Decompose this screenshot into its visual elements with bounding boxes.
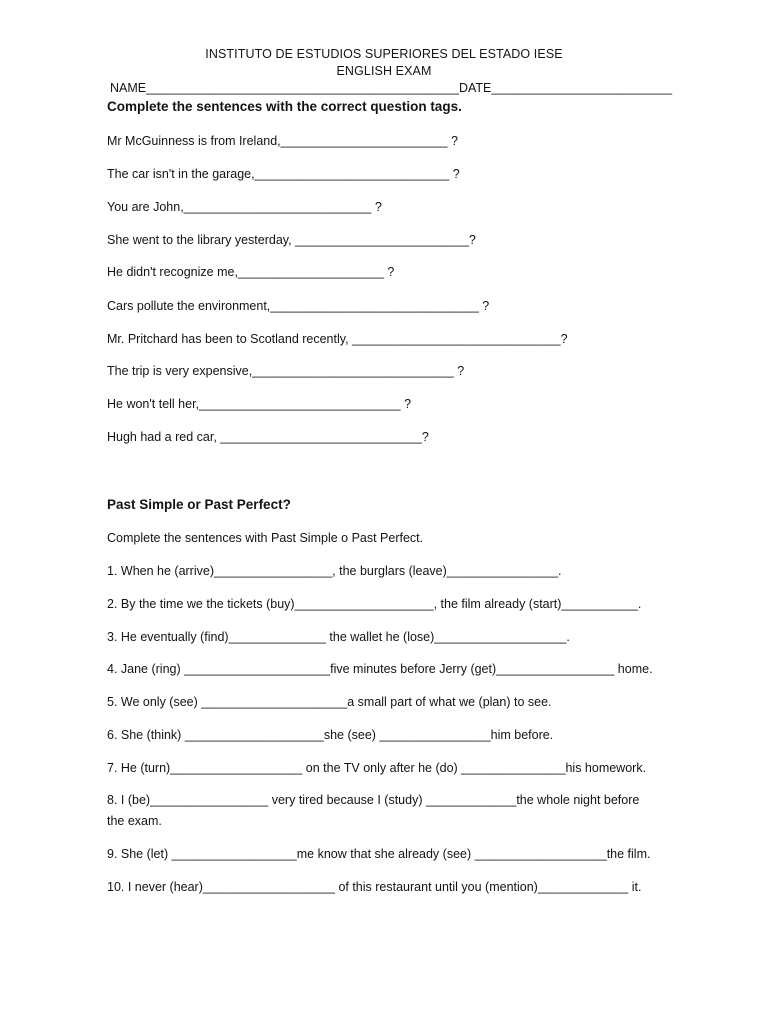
past-tense-item-8-continued: the exam. xyxy=(107,814,162,828)
past-tense-item-1: 1. When he (arrive)_________________, the burglars (leave)________________. xyxy=(107,564,562,578)
section-past-tense-title: Past Simple or Past Perfect? xyxy=(107,497,291,512)
question-tag-item-4: She went to the library yesterday, _________________________? xyxy=(107,233,476,247)
past-tense-item-5: 5. We only (see) _____________________a small part of what we (plan) to see. xyxy=(107,695,552,709)
past-tense-item-7: 7. He (turn)___________________ on the TV only after he (do) _______________his homework. xyxy=(107,761,647,775)
question-tag-item-10: Hugh had a red car, _____________________________? xyxy=(107,430,429,444)
past-tense-item-3: 3. He eventually (find)______________ the wallet he (lose)___________________. xyxy=(107,630,570,644)
question-tag-item-2: The car isn't in the garage,____________________________ ? xyxy=(107,167,460,181)
past-tense-item-8: 8. I (be)_________________ very tired because I (study) _____________the whole night before xyxy=(107,793,640,807)
past-tense-item-10: 10. I never (hear)___________________ of this restaurant until you (mention)_____________ it. xyxy=(107,880,642,894)
name-date-line: NAME_____________________________________________DATE__________________________ xyxy=(110,81,673,95)
question-tag-item-9: He won't tell her,_____________________________ ? xyxy=(107,397,412,411)
question-tag-item-7: Mr. Pritchard has been to Scotland recently, ______________________________? xyxy=(107,332,568,346)
question-tag-item-5: He didn't recognize me,_____________________ ? xyxy=(107,265,395,279)
question-tag-item-8: The trip is very expensive,_____________________________ ? xyxy=(107,364,465,378)
section-question-tags-title: Complete the sentences with the correct question tags. xyxy=(107,99,462,114)
past-tense-item-2: 2. By the time we the tickets (buy)____________________, the film already (start)___________. xyxy=(107,597,642,611)
exam-title: ENGLISH EXAM xyxy=(336,64,432,78)
section-past-tense-instruction: Complete the sentences with Past Simple o Past Perfect. xyxy=(107,531,424,545)
past-tense-item-4: 4. Jane (ring) _____________________five minutes before Jerry (get)_________________ home. xyxy=(107,662,653,676)
institution-title: INSTITUTO DE ESTUDIOS SUPERIORES DEL ESTADO IESE xyxy=(205,47,563,61)
question-tag-item-1: Mr McGuinness is from Ireland,________________________ ? xyxy=(107,134,458,148)
past-tense-item-9: 9. She (let) __________________me know that she already (see) ___________________the film. xyxy=(107,847,651,861)
past-tense-item-6: 6. She (think) ____________________she (see) ________________him before. xyxy=(107,728,554,742)
question-tag-item-6: Cars pollute the environment,______________________________ ? xyxy=(107,299,490,313)
question-tag-item-3: You are John,___________________________ ? xyxy=(107,200,382,214)
